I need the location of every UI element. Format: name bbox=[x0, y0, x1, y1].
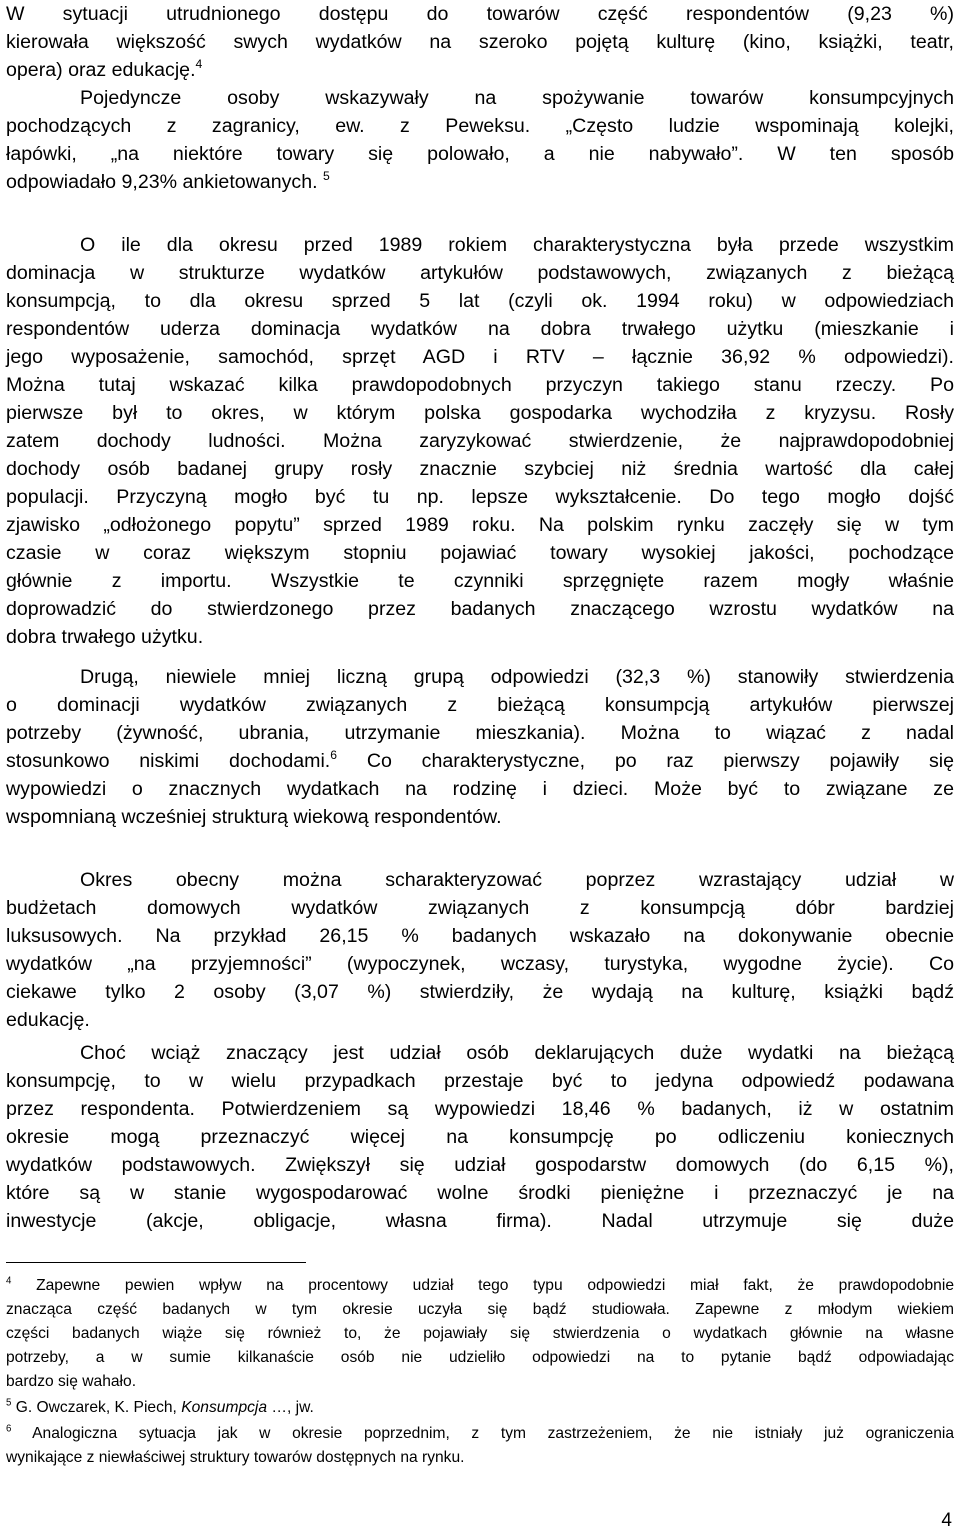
footnote-line: znacząca część badanych w tym okresie uczyła się bądź studiowała. Zapewne z młodym wiekiem bbox=[6, 1301, 954, 1318]
body-line: przez respondenta. Potwierdzeniem są wypowiedzi 18,46 % badanych, iż w ostatnim bbox=[6, 1098, 954, 1120]
page-number: 4 bbox=[941, 1510, 952, 1531]
footnote-text: Analogiczna sytuacja jak w okresie poprzednim, z tym zastrzeżeniem, że nie istniały już ograniczenia bbox=[11, 1425, 954, 1442]
body-line bbox=[6, 56, 954, 84]
footnote-text: Zapewne pewien wpływ na procentowy udział tego typu odpowiedzi miał fakt, że prawdopodobnie bbox=[11, 1277, 954, 1294]
footnote-separator bbox=[6, 1262, 306, 1263]
body-line: Można tutaj wskazać kilka prawdopodobnych przyczyn takiego stanu rzeczy. Po bbox=[6, 374, 954, 396]
body-line: pochodzących z zagranicy, ew. z Peweksu. „Często ludzie wspominają kolejki, bbox=[6, 115, 954, 137]
body-line: wypowiedzi o znacznych wydatkach na rodzinę i dzieci. Może być to związane ze bbox=[6, 778, 954, 800]
body-line bbox=[6, 747, 954, 775]
body-line: wydatków „na przyjemności” (wypoczynek, wczasy, turystyka, wygodne życie). Co bbox=[6, 953, 954, 975]
body-line: Choć wciąż znaczący jest udział osób deklarujących duże wydatki na bieżącą bbox=[80, 1042, 954, 1064]
body-line: dominacja w strukturze wydatków artykułów podstawowych, związanych z bieżącą bbox=[6, 262, 954, 284]
body-line: o dominacji wydatków związanych z bieżącą konsumpcją artykułów pierwszej bbox=[6, 694, 954, 716]
body-line: doprowadzić do stwierdzonego przez badanych znaczącego wzrostu wydatków na bbox=[6, 598, 954, 620]
body-line: Okres obecny można scharakteryzować poprzez wzrastający udział w bbox=[80, 869, 954, 891]
body-line: okresie mogą przeznaczyć więcej na konsumpcję po odliczeniu koniecznych bbox=[6, 1126, 954, 1148]
footnote-line: bardzo się wahało. bbox=[6, 1373, 137, 1390]
body-line: luksusowych. Na przykład 26,15 % badanych wskazało na dokonywanie obecnie bbox=[6, 925, 954, 947]
body-line: wspomnianą wcześniej strukturą wiekową respondentów. bbox=[6, 806, 502, 828]
body-line: kierowała większość swych wydatków na szeroko pojętą kulturę (kino, książki, teatr, bbox=[6, 31, 954, 53]
body-line: potrzeby (żywność, ubrania, utrzymanie mieszkania). Można to wiązać z nadal bbox=[6, 722, 954, 744]
body-line-text: stosunkowo niskimi dochodami. bbox=[6, 750, 331, 772]
body-line: wydatków podstawowych. Zwiększył się udział gospodarstw domowych (do 6,15 %), bbox=[6, 1154, 954, 1176]
footnote-line bbox=[6, 1396, 954, 1420]
body-line-text: odpowiadało 9,23% ankietowanych. bbox=[6, 171, 318, 193]
body-line: Drugą, niewiele mniej liczną grupą odpowiedzi (32,3 %) stanowiły stwierdzenia bbox=[80, 666, 954, 688]
body-line: Pojedyncze osoby wskazywały na spożywanie towarów konsumpcyjnych bbox=[80, 87, 954, 109]
footnote-line: wynikające z niewłaściwej struktury towarów dostępnych na rynku. bbox=[6, 1449, 465, 1466]
body-line: budżetach domowych wydatków związanych z konsumpcją dóbr bardziej bbox=[6, 897, 954, 919]
body-line: czasie w coraz większym stopniu pojawiać towary wysokiej jakości, pochodzące bbox=[6, 542, 954, 564]
footnote-text: G. Owczarek, K. Piech, bbox=[11, 1399, 182, 1416]
footnote-number: 4 bbox=[6, 1275, 12, 1287]
body-line: respondentów uderza dominacja wydatków na dobra trwałego użytku (mieszkanie i bbox=[6, 318, 954, 340]
footnote-number: 6 bbox=[6, 1423, 12, 1435]
footnote-number: 5 bbox=[6, 1397, 12, 1409]
body-line: inwestycje (akcje, obligacje, własna firma). Nadal utrzymuje się duże bbox=[6, 1210, 954, 1232]
footnote-line: potrzeby, a w sumie kilkanaście osób nie udzieliło odpowiedzi na to pytanie bądź odpowiadając bbox=[6, 1349, 954, 1366]
body-line-text: opera) oraz edukację. bbox=[6, 59, 196, 81]
footnote-line bbox=[6, 1274, 954, 1298]
body-line: jego wyposażenie, samochód, sprzęt AGD i RTV – łącznie 36,92 % odpowiedzi). bbox=[6, 346, 954, 368]
body-line: populacji. Przyczyną mogło być tu np. lepsze wykształcenie. Do tego mogło dojść bbox=[6, 486, 954, 508]
footnote-line bbox=[6, 1422, 954, 1446]
body-line: O ile dla okresu przed 1989 rokiem charakterystyczna była przede wszystkim bbox=[80, 234, 954, 256]
body-line: konsumpcję, to w wielu przypadkach przestaje być to jedyna odpowiedź podawana bbox=[6, 1070, 954, 1092]
footnote-ref: 5 bbox=[323, 169, 330, 184]
body-line: głównie z importu. Wszystkie te czynniki sprzęgnięte razem mogły właśnie bbox=[6, 570, 954, 592]
body-line: pierwsze był to okres, w którym polska gospodarka wychodziła z kryzysu. Rosły bbox=[6, 402, 954, 424]
body-line: zjawisko „odłożonego popytu” sprzed 1989 roku. Na polskim rynku zaczęły się w tym bbox=[6, 514, 954, 536]
body-line: edukację. bbox=[6, 1009, 90, 1031]
footnote-italic-title: Konsumpcja bbox=[181, 1399, 268, 1416]
body-line-text: Co charakterystyczne, po raz pierwszy pojawiły się bbox=[337, 750, 954, 772]
body-line: dochody osób badanej grupy rosły znacznie szybciej niż średnia wartość dla całej bbox=[6, 458, 954, 480]
footnote-ref: 6 bbox=[330, 748, 338, 763]
body-line bbox=[6, 168, 954, 196]
footnote-line: części badanych wiąże się również to, że pojawiały się stwierdzenia o wydatkach głównie na własne bbox=[6, 1325, 954, 1342]
body-line: konsumpcją, to dla okresu sprzed 5 lat (czyli ok. 1994 roku) w odpowiedziach bbox=[6, 290, 954, 312]
body-line: ciekawe tylko 2 osoby (3,07 %) stwierdziły, że wydają na kulturę, książki bądź bbox=[6, 981, 954, 1003]
footnote-text: …, jw. bbox=[267, 1399, 314, 1416]
body-line: dobra trwałego użytku. bbox=[6, 626, 204, 648]
body-line: łapówki, „na niektóre towary się polowało, a nie nabywało”. W ten sposób bbox=[6, 143, 954, 165]
body-line: które są w stanie wygospodarować wolne środki pieniężne i przeznaczyć je na bbox=[6, 1182, 954, 1204]
body-line: W sytuacji utrudnionego dostępu do towarów część respondentów (9,23 %) bbox=[6, 3, 954, 25]
footnote-ref: 4 bbox=[195, 57, 203, 72]
body-line: zatem dochody ludności. Można zaryzykować stwierdzenie, że najprawdopodobniej bbox=[6, 430, 954, 452]
